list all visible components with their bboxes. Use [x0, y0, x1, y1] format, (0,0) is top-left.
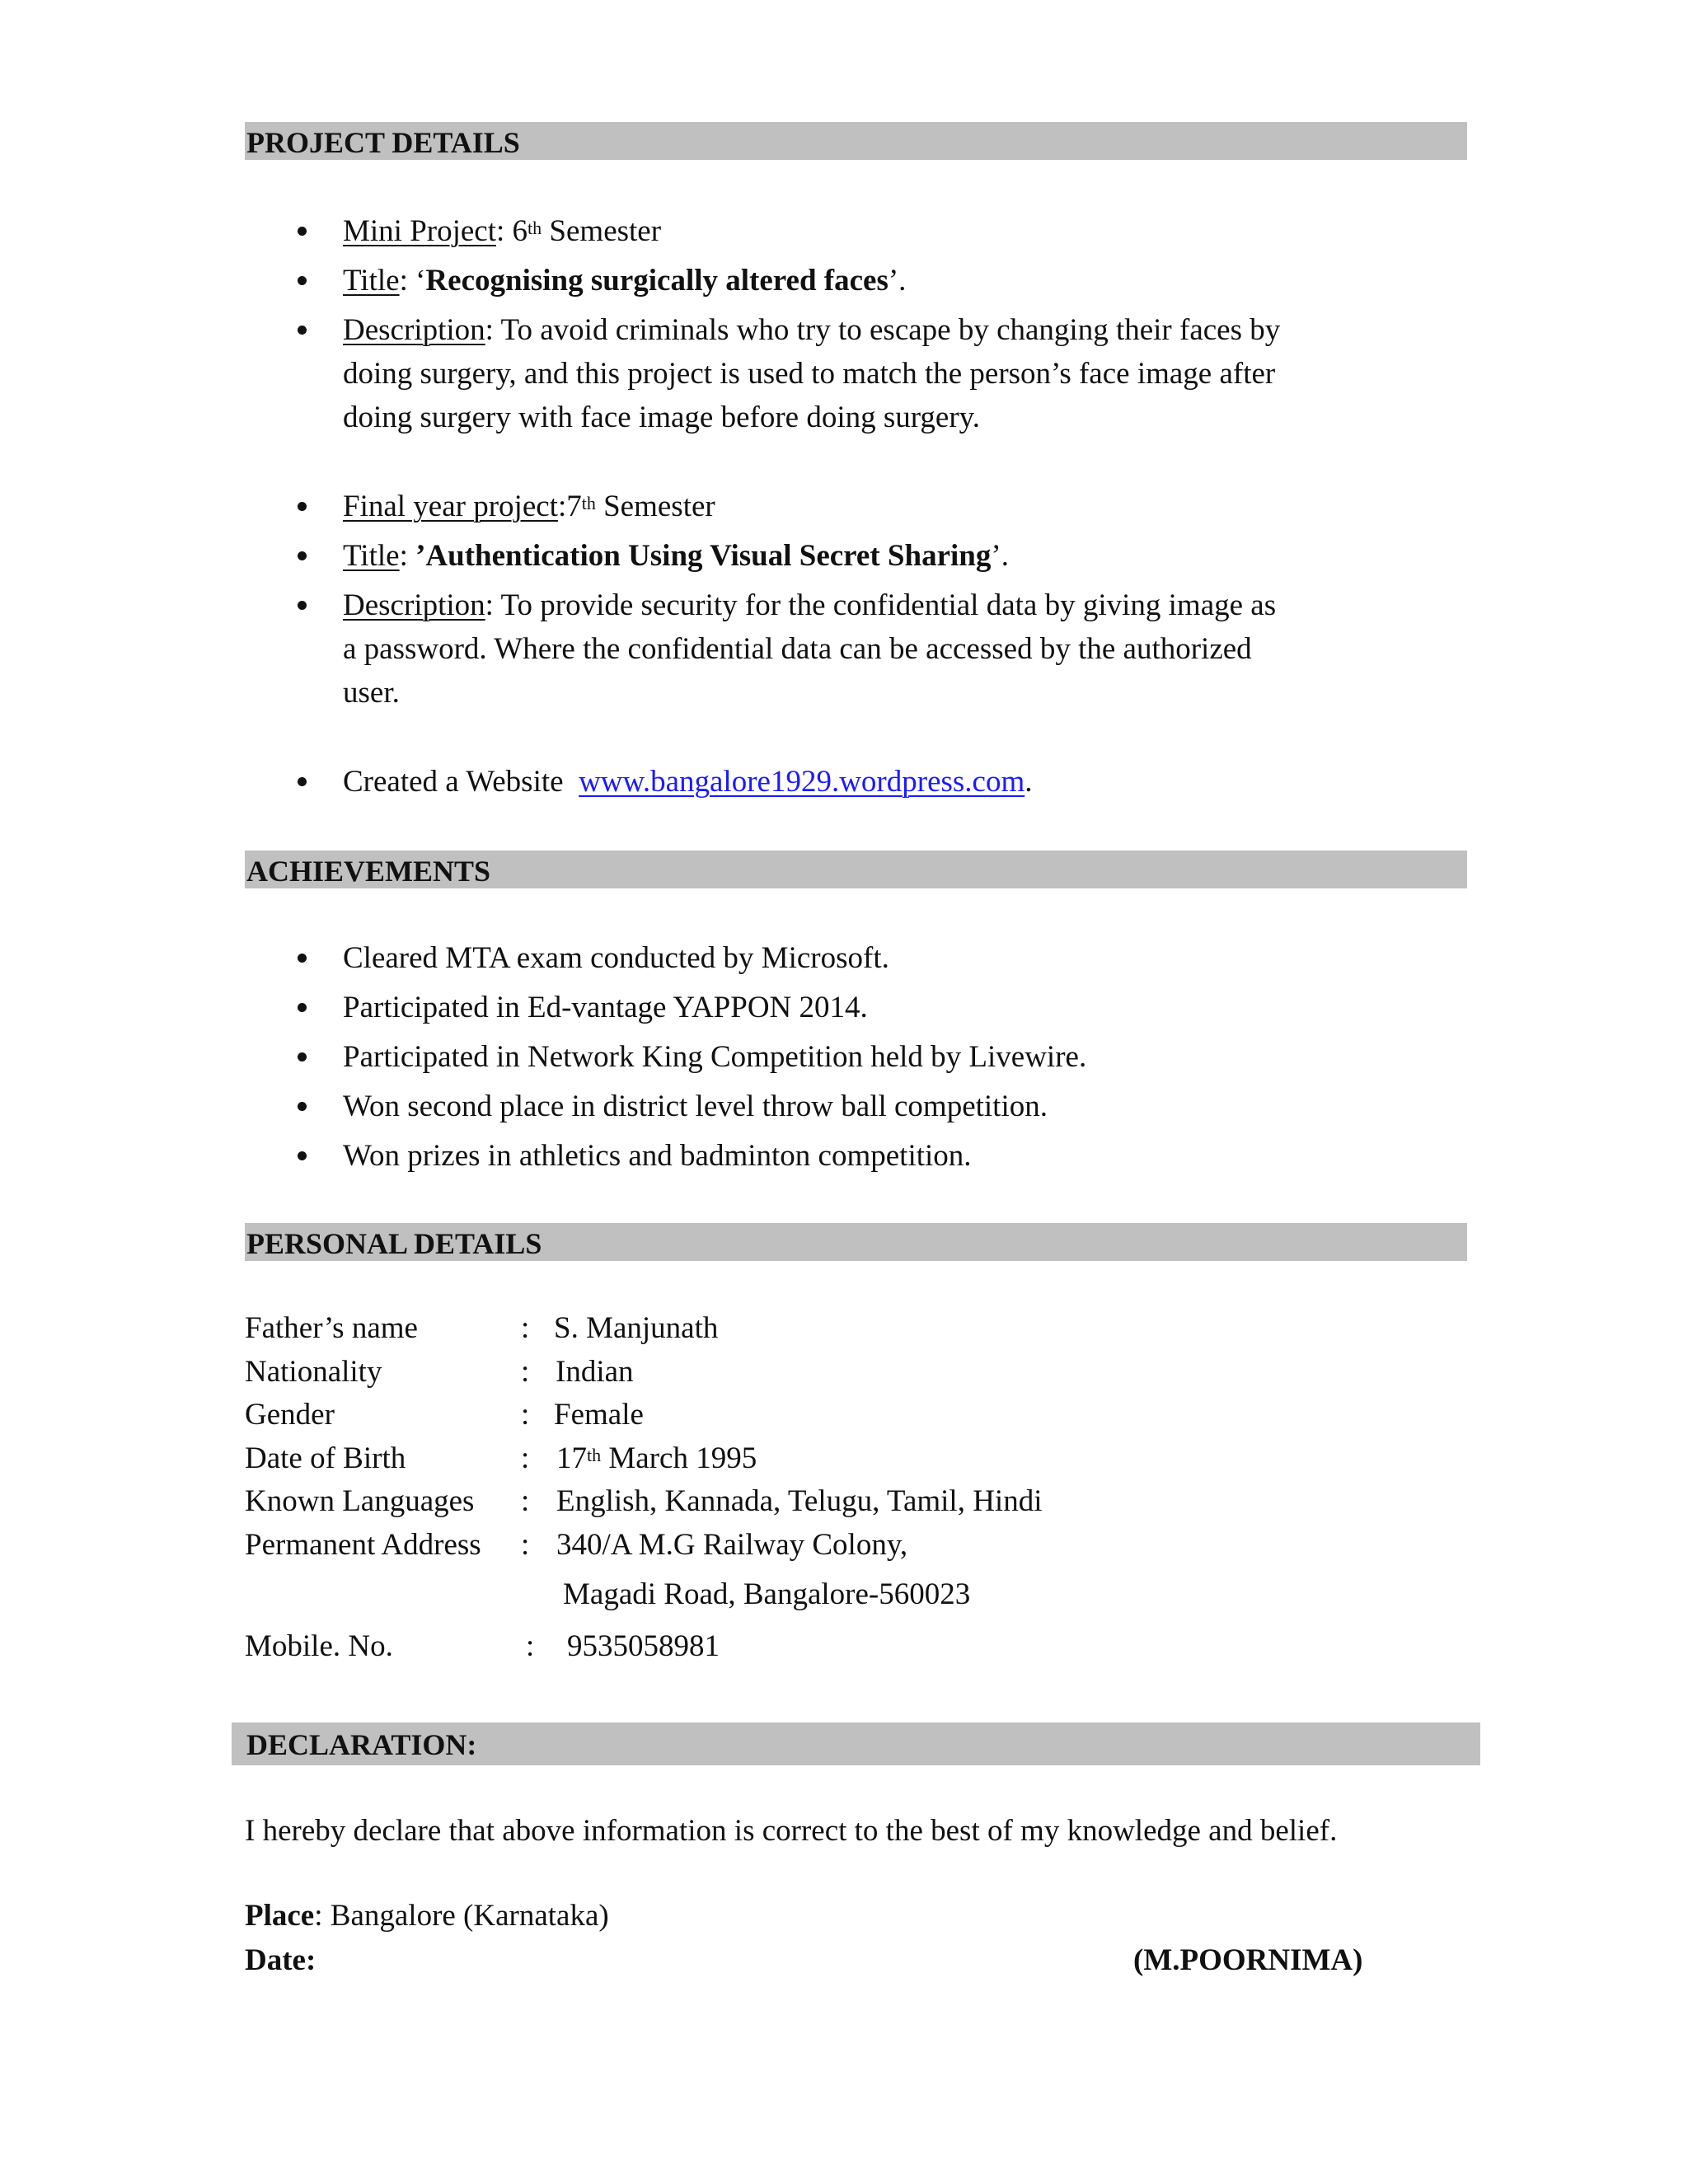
- mini-title-value: Recognising surgically altered faces: [425, 264, 889, 298]
- pd-label-gender: Gender: [245, 1398, 335, 1432]
- achievement-item: Won prizes in athletics and badminton competition.: [343, 1134, 1381, 1178]
- pd-colon: :: [521, 1484, 530, 1518]
- mini-title-label: Title: [343, 264, 400, 298]
- pd-colon: :: [521, 1355, 530, 1389]
- final-description-item: [343, 583, 1381, 627]
- pd-value-mobile: 9535058981: [567, 1629, 720, 1663]
- pd-colon: :: [521, 1441, 530, 1475]
- pd-label-nationality: Nationality: [245, 1355, 382, 1389]
- personal-details-heading: PERSONAL DETAILS: [245, 1223, 1467, 1261]
- pd-label-father: Father’s name: [245, 1311, 418, 1345]
- pd-value-languages: English, Kannada, Telugu, Tamil, Hindi: [556, 1484, 1043, 1518]
- project-details-heading: PROJECT DETAILS: [245, 122, 1467, 160]
- mini-desc-line-2: doing surgery, and this project is used to match the person’s face image after: [343, 357, 1276, 391]
- website-item: Created a Website www.bangalore1929.wordpress.com.: [343, 760, 1381, 804]
- declaration-text: I hereby declare that above information is correct to the best of my knowledge and belief.: [245, 1814, 1338, 1848]
- mini-project-label: Mini Project: [343, 214, 497, 248]
- website-link[interactable]: www.bangalore1929.wordpress.com: [579, 765, 1025, 799]
- final-title-item: Title: ’Authentication Using Visual Secret Sharing’.: [343, 534, 1381, 578]
- mini-desc-line-3: doing surgery with face image before doing surgery.: [343, 401, 981, 434]
- final-project-label: Final year project: [343, 490, 558, 523]
- final-project-semester: Semester: [595, 490, 715, 523]
- pd-label-dob: Date of Birth: [245, 1441, 406, 1475]
- pd-colon: :: [521, 1311, 530, 1345]
- final-desc-line-3: user.: [343, 676, 400, 710]
- final-desc-label: Description: [343, 588, 485, 622]
- pd-value-dob: [556, 1441, 757, 1477]
- mini-project-sep: : 6: [496, 214, 528, 248]
- website-text: Created a Website: [343, 765, 579, 799]
- pd-value-nationality: Indian: [556, 1355, 634, 1389]
- dob-day: 17: [556, 1441, 587, 1475]
- pd-label-mobile: Mobile. No.: [245, 1629, 393, 1663]
- final-title-label: Title: [343, 539, 400, 573]
- mini-description-item: [343, 308, 1381, 352]
- pd-value-father: S. Manjunath: [554, 1311, 719, 1345]
- pd-colon: :: [521, 1398, 530, 1432]
- pd-value-address-1: 340/A M.G Railway Colony,: [556, 1528, 908, 1562]
- mini-desc-line-1: : To avoid criminals who try to escape by changing their faces by: [485, 313, 1281, 347]
- mini-project-item: [343, 209, 1381, 253]
- final-project-sup: th: [581, 493, 596, 513]
- place-line: [245, 1898, 609, 1934]
- achievement-item: Participated in Network King Competition held by Livewire.: [343, 1035, 1381, 1079]
- achievement-item: Participated in Ed-vantage YAPPON 2014.: [343, 986, 1381, 1029]
- mini-title-item: Title: ‘Recognising surgically altered faces’.: [343, 259, 1381, 302]
- achievement-item: Won second place in district level throw ball competition.: [343, 1085, 1381, 1128]
- date-label: Date:: [245, 1943, 316, 1977]
- pd-value-address-2: Magadi Road, Bangalore-560023: [563, 1577, 971, 1611]
- mini-desc-label: Description: [343, 313, 485, 347]
- declaration-heading: DECLARATION:: [232, 1722, 1480, 1765]
- pd-label-languages: Known Languages: [245, 1484, 475, 1518]
- achievement-item: Cleared MTA exam conducted by Microsoft.: [343, 936, 1381, 980]
- dob-month-year: March 1995: [601, 1441, 757, 1475]
- pd-value-gender: Female: [554, 1398, 644, 1432]
- pd-colon: :: [521, 1528, 530, 1562]
- pd-colon: :: [526, 1629, 535, 1663]
- achievements-heading: ACHIEVEMENTS: [245, 851, 1467, 888]
- dob-sup: th: [587, 1445, 602, 1465]
- pd-label-address: Permanent Address: [245, 1528, 481, 1562]
- final-desc-line-2: a password. Where the confidential data can be accessed by the authorized: [343, 632, 1252, 666]
- place-label: Place: [245, 1899, 315, 1933]
- final-project-item: [343, 485, 1381, 528]
- final-project-sep: :7: [557, 490, 582, 523]
- mini-project-sup: th: [528, 218, 542, 238]
- signature-name: (M.POORNIMA): [1133, 1943, 1363, 1977]
- final-title-value: ’Authentication Using Visual Secret Sharing: [415, 539, 992, 573]
- mini-project-semester: Semester: [542, 214, 662, 248]
- place-value: : Bangalore (Karnataka): [314, 1899, 609, 1933]
- final-desc-line-1: : To provide security for the confidential data by giving image as: [485, 588, 1277, 622]
